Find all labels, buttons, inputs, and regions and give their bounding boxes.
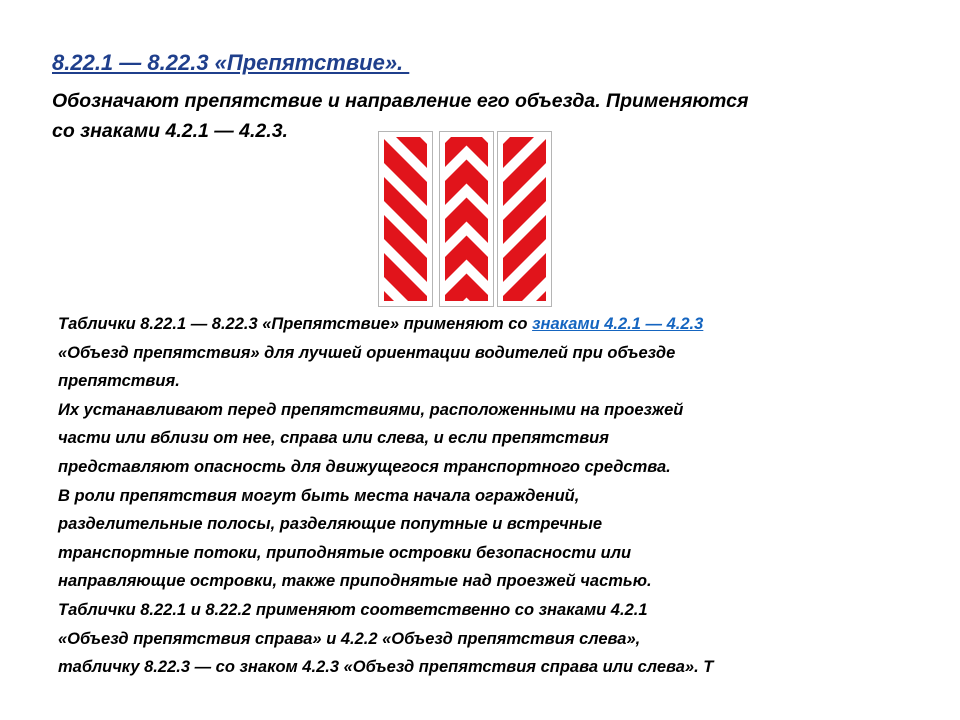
body-line: Таблички 8.22.1 и 8.22.2 применяют соответственно со знаками 4.2.1	[58, 600, 648, 619]
diagonal-stripes-right-icon	[384, 137, 427, 301]
body-line: Их устанавливают перед препятствиями, расположенными на проезжей	[58, 400, 684, 419]
body-line: разделительные полосы, разделяющие попутные и встречные	[58, 515, 603, 534]
diagonal-stripes-left-icon	[503, 137, 546, 301]
body-line: транспортные потоки, приподнятые островки безопасности или	[58, 543, 632, 562]
body-line: В роли препятствия могут быть места начала ограждений,	[58, 486, 580, 505]
slide-title: 8.22.1 — 8.22.3 «Препятствие».	[52, 50, 410, 75]
subtitle-line: Обозначают препятствие и направление его объезда. Применяются	[52, 90, 749, 112]
body-line: «Объезд препятствия» для лучшей ориентации водителей при объезде	[58, 343, 676, 362]
subtitle-line: со знаками 4.2.1 — 4.2.3.	[52, 120, 288, 142]
body-line	[58, 310, 938, 339]
body-line: «Объезд препятствия справа» и 4.2.2 «Объезд препятствия слева»,	[58, 629, 641, 648]
body-line: препятствия.	[58, 372, 180, 391]
body-line: представляют опасность для движущегося транспортного средства.	[58, 457, 671, 476]
sign-plate-8-22-3	[439, 131, 494, 307]
body-line: части или вблизи от нее, справа или слева, и если препятствия	[58, 429, 609, 448]
sign-plate-8-22-1	[378, 131, 433, 307]
body-line: табличку 8.22.3 — со знаком 4.2.3 «Объезд препятствия справа или слева». Т	[58, 658, 714, 677]
body-text	[58, 310, 938, 682]
body-line-text: Таблички 8.22.1 — 8.22.3 «Препятствие» применяют со	[58, 315, 533, 333]
signs-4-2-link[interactable]: знаками 4.2.1 — 4.2.3	[532, 315, 704, 333]
chevron-stripes-up-icon	[445, 137, 488, 301]
body-line: направляющие островки, также приподнятые над проезжей частью.	[58, 572, 652, 591]
sign-plate-8-22-2	[497, 131, 552, 307]
